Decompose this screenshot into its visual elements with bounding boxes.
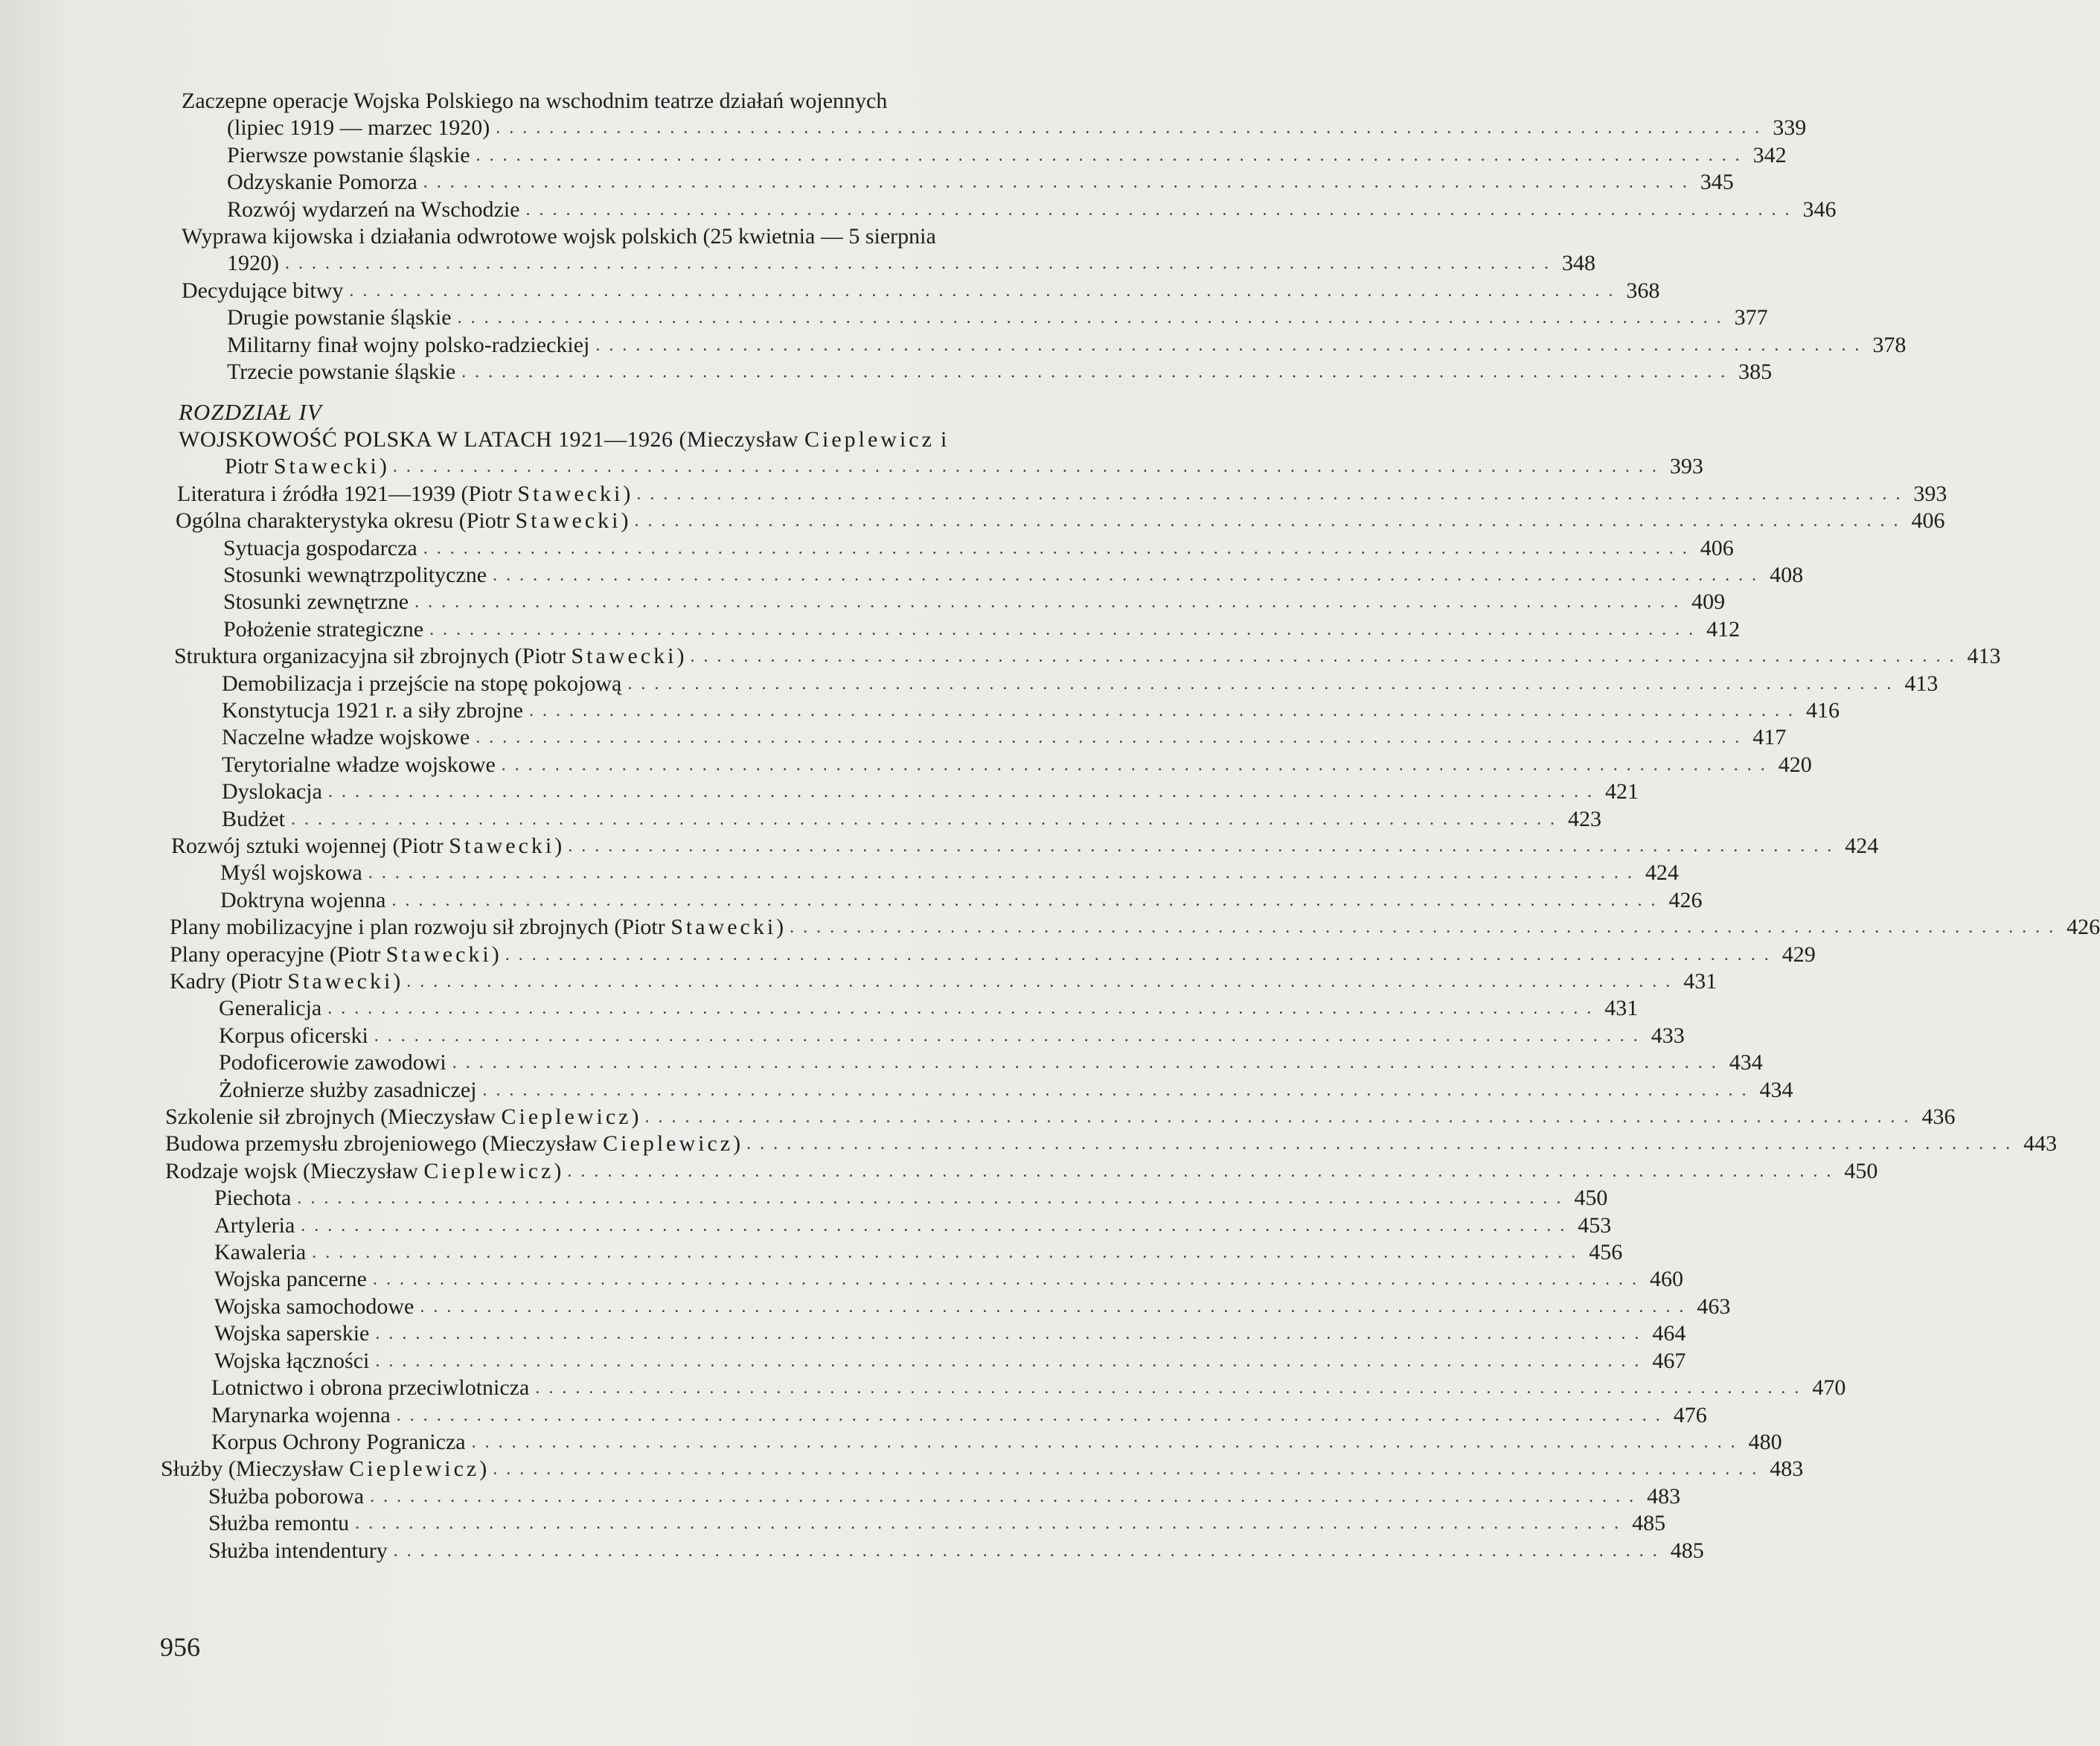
title-text: Podoficerowie zawodowi [219, 1050, 446, 1075]
toc-entry-title [220, 860, 362, 886]
dot-leader: . . . . . . . . . . . . . . . . . . . . . . . . . . . . . . . . . . . . . . . . . . . . . . . . . . . . . . . . . . . . . . . . . . . . . . . . . . . . . . . . . . . . . . . . . . . . . . . [634, 511, 1901, 531]
toc-entry [0, 752, 1812, 778]
toc-entry [0, 115, 1807, 141]
toc-page-number: 346 [1802, 196, 1837, 222]
dot-leader: . . . . . . . . . . . . . . . . . . . . . . . . . . . . . . . . . . . . . . . . . . . . . . . . . . . . . . . . . . . . . . . . . . . . . . . . . . . . . . . . . . . . . . . . . . . . . . . [370, 1486, 1636, 1506]
toc-entry [0, 1375, 1846, 1401]
toc-entry [0, 1293, 1731, 1320]
title-text: Rozwój sztuki wojennej (Piotr [171, 833, 449, 858]
title-text: Trzecie powstanie śląskie [227, 359, 456, 385]
title-text: Budżet [222, 806, 285, 831]
table-of-contents [0, 88, 2100, 1564]
toc-entry-title [182, 89, 887, 113]
dot-leader: . . . . . . . . . . . . . . . . . . . . . . . . . . . . . . . . . . . . . . . . . . . . . . . . . . . . . . . . . . . . . . . . . . . . . . . . . . . . . . . . . . . . . . . . . . . . . . . [396, 1405, 1662, 1425]
toc-entry [0, 1266, 1683, 1293]
title-text: Terytorialne władze wojskowe [222, 752, 496, 777]
title-text: Ogólna charakterystyka okresu (Piotr [176, 508, 516, 534]
dot-leader: . . . . . . . . . . . . . . . . . . . . . . . . . . . . . . . . . . . . . . . . . . . . . . . . . . . . . . . . . . . . . . . . . . . . . . . . . . . . . . . . . . . . . . . . . . . . . . . [423, 538, 1689, 558]
toc-page-number: 342 [1752, 142, 1787, 167]
toc-entry-title [219, 1077, 477, 1104]
title-text: Drugie powstanie śląskie [227, 305, 452, 330]
toc-entry-title [222, 752, 496, 778]
toc-entry [0, 1402, 1707, 1429]
toc-entry-title [227, 196, 519, 223]
toc-page-number: 453 [1578, 1212, 1612, 1238]
title-text: Pierwsze powstanie śląskie [227, 142, 470, 167]
toc-entry [0, 1212, 1612, 1239]
title-text: Kadry (Piotr [170, 969, 288, 994]
toc-entry-title [227, 250, 279, 277]
toc-entry [0, 1538, 1704, 1564]
author-name: Cieplewicz [804, 426, 935, 452]
dot-leader: . . . . . . . . . . . . . . . . . . . . . . . . . . . . . . . . . . . . . . . . . . . . . . . . . . . . . . . . . . . . . . . . . . . . . . . . . . . . . . . . . . . . . . . . . . . . . . . [392, 457, 1659, 477]
dot-leader: . . . . . . . . . . . . . . . . . . . . . . . . . . . . . . . . . . . . . . . . . . . . . . . . . . . . . . . . . . . . . . . . . . . . . . . . . . . . . . . . . . . . . . . . . . . . . . . [528, 700, 1795, 720]
dot-leader: . . . . . . . . . . . . . . . . . . . . . . . . . . . . . . . . . . . . . . . . . . . . . . . . . . . . . . . . . . . . . . . . . . . . . . . . . . . . . . . . . . . . . . . . . . . . . . . [636, 484, 1903, 504]
toc-entry-title [214, 1185, 291, 1212]
toc-entry-title [176, 508, 629, 534]
toc-entry [0, 508, 1945, 534]
toc-page-number: 431 [1604, 996, 1639, 1021]
title-text: Położenie strategiczne [223, 616, 424, 642]
toc-entry [0, 643, 2001, 670]
title-text: ) [479, 1456, 487, 1482]
toc-entry [0, 589, 1726, 615]
toc-page-number: 408 [1770, 562, 1804, 587]
dot-leader: . . . . . . . . . . . . . . . . . . . . . . . . . . . . . . . . . . . . . . . . . . . . . . . . . . . . . . . . . . . . . . . . . . . . . . . . . . . . . . . . . . . . . . . . . . . . . . . [452, 1053, 1718, 1073]
dot-leader: . . . . . . . . . . . . . . . . . . . . . . . . . . . . . . . . . . . . . . . . . . . . . . . . . . . . . . . . . . . . . . . . . . . . . . . . . . . . . . . . . . . . . . . . . . . . . . . [493, 565, 1759, 585]
dot-leader: . . . . . . . . . . . . . . . . . . . . . . . . . . . . . . . . . . . . . . . . . . . . . . . . . . . . . . . . . . . . . . . . . . . . . . . . . . . . . . . . . . . . . . . . . . . . . . . [595, 335, 1862, 355]
dot-leader: . . . . . . . . . . . . . . . . . . . . . . . . . . . . . . . . . . . . . . . . . . . . . . . . . . . . . . . . . . . . . . . . . . . . . . . . . . . . . . . . . . . . . . . . . . . . . . . [644, 1107, 1911, 1128]
toc-page-number: 339 [1773, 115, 1807, 141]
toc-entry-title [223, 589, 409, 615]
title-text: Plany mobilizacyjne i plan rozwoju sił zbrojnych (Piotr [170, 915, 671, 940]
toc-entry [0, 535, 1734, 562]
title-text: Piotr [225, 454, 274, 479]
title-text: (lipiec 1919 — marzec 1920) [227, 115, 490, 141]
toc-entry-title [227, 115, 490, 141]
dot-leader: . . . . . . . . . . . . . . . . . . . . . . . . . . . . . . . . . . . . . . . . . . . . . . . . . . . . . . . . . . . . . . . . . . . . . . . . . . . . . . . . . . . . . . . . . . . . . . . [375, 1324, 1642, 1344]
toc-entry [0, 1077, 1793, 1104]
title-text: Decydujące bitwy [182, 278, 344, 303]
dot-leader: . . . . . . . . . . . . . . . . . . . . . . . . . . . . . . . . . . . . . . . . . . . . . . . . . . . . . . . . . . . . . . . . . . . . . . . . . . . . . . . . . . . . . . . . . . . . . . . [406, 972, 1673, 991]
toc-entry [0, 223, 1191, 250]
toc-entry [0, 332, 1907, 359]
title-text: Piechota [214, 1186, 292, 1211]
title-text: ) [733, 1131, 741, 1157]
dot-leader: . . . . . . . . . . . . . . . . . . . . . . . . . . . . . . . . . . . . . . . . . . . . . . . . . . . . . . . . . . . . . . . . . . . . . . . . . . . . . . . . . . . . . . . . . . . . . . . [375, 1351, 1642, 1371]
toc-page-number: 436 [1921, 1104, 1956, 1130]
title-text: i [934, 426, 947, 452]
toc-entry-title [227, 142, 470, 169]
title-text: Literatura i źródła 1921—1939 (Piotr [177, 481, 518, 506]
toc-page-number: 416 [1805, 697, 1840, 723]
toc-page-number: 377 [1734, 305, 1768, 330]
toc-entry [0, 1320, 1686, 1347]
toc-entry-title [179, 399, 322, 425]
toc-entry [0, 453, 1703, 480]
author-name: Cieplewicz [501, 1104, 632, 1130]
author-name: Stawecki [273, 454, 380, 479]
title-text: ) [491, 941, 499, 967]
title-text: ) [623, 481, 631, 506]
title-text: Doktryna wojenna [220, 887, 386, 912]
dot-leader: . . . . . . . . . . . . . . . . . . . . . . . . . . . . . . . . . . . . . . . . . . . . . . . . . . . . . . . . . . . . . . . . . . . . . . . . . . . . . . . . . . . . . . . . . . . . . . . [496, 118, 1762, 138]
toc-entry-title [211, 1402, 391, 1429]
title-text: WOJSKOWOŚĆ POLSKA W LATACH 1921—1926 (Mieczysław [179, 426, 804, 452]
toc-entry-title [211, 1429, 466, 1456]
toc-entry-title [222, 806, 285, 833]
toc-page-number: 434 [1729, 1050, 1763, 1075]
toc-page-number: 480 [1748, 1429, 1782, 1454]
title-text: Odzyskanie Pomorza [227, 170, 417, 195]
toc-entry-title [211, 1375, 529, 1401]
toc-entry-title [222, 778, 322, 805]
toc-entry-title [225, 453, 387, 480]
title-text: Korpus oficerski [219, 1023, 368, 1048]
toc-page-number: 406 [1911, 508, 1945, 534]
author-name: Cieplewicz [349, 1456, 480, 1482]
dot-leader: . . . . . . . . . . . . . . . . . . . . . . . . . . . . . . . . . . . . . . . . . . . . . . . . . . . . . . . . . . . . . . . . . . . . . . . . . . . . . . . . . . . . . . . . . . . . . . . [690, 647, 1956, 667]
title-text: Demobilizacja i przejście na stopę pokojową [222, 671, 622, 696]
toc-page-number: 393 [1669, 454, 1703, 479]
toc-entry-title [223, 535, 417, 562]
title-text: Dyslokacja [222, 779, 322, 805]
toc-entry [0, 169, 1734, 196]
dot-leader: . . . . . . . . . . . . . . . . . . . . . . . . . . . . . . . . . . . . . . . . . . . . . . . . . . . . . . . . . . . . . . . . . . . . . . . . . . . . . . . . . . . . . . . . . . . . . . . [297, 1189, 1563, 1209]
toc-page-number: 476 [1673, 1402, 1707, 1427]
title-text: Wojska pancerne [214, 1267, 367, 1292]
toc-page-number: 426 [2067, 915, 2100, 940]
dot-leader: . . . . . . . . . . . . . . . . . . . . . . . . . . . . . . . . . . . . . . . . . . . . . . . . . . . . . . . . . . . . . . . . . . . . . . . . . . . . . . . . . . . . . . . . . . . . . . . [373, 1270, 1639, 1290]
author-name: Stawecki [287, 969, 394, 994]
toc-page-number: 409 [1691, 589, 1726, 615]
dot-leader: . . . . . . . . . . . . . . . . . . . . . . . . . . . . . . . . . . . . . . . . . . . . . . . . . . . . . . . . . . . . . . . . . . . . . . . . . . . . . . . . . . . . . . . . . . . . . . . [627, 674, 1894, 694]
toc-page-number: 485 [1670, 1538, 1704, 1563]
toc-entry [0, 724, 1787, 751]
author-name: Stawecki [670, 915, 777, 940]
toc-entry [0, 196, 1837, 223]
title-text: Służba remontu [208, 1511, 350, 1536]
toc-entry-title [179, 427, 947, 452]
toc-page-number: 434 [1759, 1077, 1793, 1102]
dot-leader: . . . . . . . . . . . . . . . . . . . . . . . . . . . . . . . . . . . . . . . . . . . . . . . . . . . . . . . . . . . . . . . . . . . . . . . . . . . . . . . . . . . . . . . . . . . . . . . [355, 1514, 1622, 1534]
toc-entry [0, 399, 1191, 426]
toc-entry [0, 1185, 1608, 1212]
toc-page-number: 423 [1567, 806, 1601, 831]
toc-entry [0, 278, 1660, 304]
toc-page-number: 450 [1844, 1158, 1878, 1183]
dot-leader: . . . . . . . . . . . . . . . . . . . . . . . . . . . . . . . . . . . . . . . . . . . . . . . . . . . . . . . . . . . . . . . . . . . . . . . . . . . . . . . . . . . . . . . . . . . . . . . [505, 944, 1771, 965]
toc-entry-title [227, 332, 589, 359]
toc-entry [0, 250, 1595, 277]
toc-page-number: 385 [1738, 359, 1773, 385]
toc-entry [0, 1348, 1686, 1375]
toc-page-number: 345 [1700, 170, 1734, 195]
toc-entry [0, 941, 1816, 968]
title-text: Korpus Ochrony Pogranicza [211, 1429, 466, 1454]
toc-page-number: 483 [1770, 1456, 1804, 1482]
toc-entry [0, 88, 1191, 115]
dot-leader: . . . . . . . . . . . . . . . . . . . . . . . . . . . . . . . . . . . . . . . . . . . . . . . . . . . . . . . . . . . . . . . . . . . . . . . . . . . . . . . . . . . . . . . . . . . . . . . [414, 592, 1681, 613]
title-text: Zaczepne operacje Wojska Polskiego na wschodnim teatrze działań wojennych [182, 89, 888, 113]
title-text: ) [379, 454, 387, 479]
title-text: Myśl wojskowa [220, 860, 362, 886]
title-text: Artyleria [214, 1212, 295, 1238]
title-text: Lotnictwo i obrona przeciwlotnicza [211, 1375, 530, 1401]
toc-entry [0, 1049, 1763, 1076]
toc-page-number: 424 [1645, 860, 1679, 886]
toc-entry-title [182, 278, 343, 304]
title-text: Konstytucja 1921 r. a siły zbrojne [222, 697, 523, 723]
title-text: ) [393, 969, 401, 994]
title-text: Plany operacyjne (Piotr [170, 941, 386, 967]
title-text: Stosunki wewnątrzpolityczne [223, 562, 487, 587]
toc-entry-title [208, 1510, 349, 1537]
toc-entry-title [165, 1104, 639, 1131]
title-text: Militarny finał wojny polsko-radzieckiej [227, 332, 590, 357]
toc-page-number: 467 [1652, 1348, 1686, 1373]
dot-leader: . . . . . . . . . . . . . . . . . . . . . . . . . . . . . . . . . . . . . . . . . . . . . . . . . . . . . . . . . . . . . . . . . . . . . . . . . . . . . . . . . . . . . . . . . . . . . . . [368, 863, 1634, 883]
dot-leader: . . . . . . . . . . . . . . . . . . . . . . . . . . . . . . . . . . . . . . . . . . . . . . . . . . . . . . . . . . . . . . . . . . . . . . . . . . . . . . . . . . . . . . . . . . . . . . . [482, 1080, 1749, 1100]
dot-leader: . . . . . . . . . . . . . . . . . . . . . . . . . . . . . . . . . . . . . . . . . . . . . . . . . . . . . . . . . . . . . . . . . . . . . . . . . . . . . . . . . . . . . . . . . . . . . . . [457, 308, 1723, 328]
toc-entry [0, 1104, 1956, 1131]
page-number: 956 [160, 1632, 200, 1662]
title-text: ) [554, 1158, 562, 1183]
author-name: Cieplewicz [423, 1158, 554, 1183]
toc-entry [0, 359, 1773, 386]
toc-entry [0, 887, 1703, 914]
title-text: Wojska łączności [214, 1348, 370, 1373]
toc-page-number: 421 [1604, 779, 1639, 805]
toc-page-number: 470 [1812, 1375, 1846, 1401]
toc-entry [0, 1483, 1681, 1510]
title-text: Kawaleria [214, 1240, 307, 1265]
toc-page-number: 378 [1872, 332, 1907, 357]
toc-entry-title [214, 1266, 367, 1293]
toc-page-number: 413 [1967, 644, 2001, 669]
toc-entry [0, 562, 1804, 589]
toc-entry [0, 481, 1947, 508]
toc-entry [0, 1023, 1685, 1049]
title-text: ) [554, 833, 563, 858]
toc-entry-title [220, 887, 385, 914]
dot-leader: . . . . . . . . . . . . . . . . . . . . . . . . . . . . . . . . . . . . . . . . . . . . . . . . . . . . . . . . . . . . . . . . . . . . . . . . . . . . . . . . . . . . . . . . . . . . . . . [312, 1243, 1578, 1263]
author-name: Stawecki [517, 481, 624, 506]
title-text: ) [631, 1104, 639, 1130]
toc-page-number: 450 [1574, 1186, 1608, 1211]
title-text: Generalicja [219, 996, 322, 1021]
toc-entry-title [223, 616, 423, 643]
dot-leader: . . . . . . . . . . . . . . . . . . . . . . . . . . . . . . . . . . . . . . . . . . . . . . . . . . . . . . . . . . . . . . . . . . . . . . . . . . . . . . . . . . . . . . . . . . . . . . . [535, 1378, 1802, 1398]
toc-entry-title [222, 724, 470, 751]
toc-entry [0, 304, 1768, 331]
toc-page-number: 406 [1700, 535, 1734, 560]
dot-leader: . . . . . . . . . . . . . . . . . . . . . . . . . . . . . . . . . . . . . . . . . . . . . . . . . . . . . . . . . . . . . . . . . . . . . . . . . . . . . . . . . . . . . . . . . . . . . . . [493, 1459, 1759, 1480]
author-name: Cieplewicz [603, 1131, 734, 1157]
title-text: Służba poborowa [208, 1483, 365, 1509]
title-text: Rozwój wydarzeń na Wschodzie [227, 196, 520, 222]
toc-entry [0, 142, 1787, 169]
toc-entry [0, 1239, 1623, 1266]
title-text: Służby (Mieczysław [161, 1456, 350, 1482]
toc-entry [0, 968, 1718, 995]
title-text: Szkolenie sił zbrojnych (Mieczysław [165, 1104, 502, 1130]
toc-page-number: 429 [1782, 941, 1816, 967]
toc-entry-title [177, 481, 630, 508]
toc-entry-title [208, 1483, 364, 1510]
toc-entry-title [208, 1538, 388, 1564]
toc-page-number: 433 [1651, 1023, 1685, 1048]
toc-entry-title [214, 1239, 306, 1266]
toc-entry [0, 914, 2100, 941]
toc-entry-title [165, 1158, 561, 1185]
dot-leader: . . . . . . . . . . . . . . . . . . . . . . . . . . . . . . . . . . . . . . . . . . . . . . . . . . . . . . . . . . . . . . . . . . . . . . . . . . . . . . . . . . . . . . . . . . . . . . . [285, 254, 1551, 274]
toc-page-number: 412 [1706, 616, 1741, 642]
toc-entry-title [182, 224, 936, 249]
toc-entry-title [227, 304, 452, 331]
title-text: Rodzaje wojsk (Mieczysław [165, 1158, 424, 1183]
toc-entry-title [219, 995, 321, 1022]
toc-entry [0, 1131, 2058, 1157]
toc-page-number: 485 [1632, 1511, 1666, 1536]
dot-leader: . . . . . . . . . . . . . . . . . . . . . . . . . . . . . . . . . . . . . . . . . . . . . . . . . . . . . . . . . . . . . . . . . . . . . . . . . . . . . . . . . . . . . . . . . . . . . . . [471, 1432, 1738, 1452]
toc-page-number: 424 [1845, 833, 1879, 858]
toc-entry-title [214, 1293, 414, 1320]
dot-leader: . . . . . . . . . . . . . . . . . . . . . . . . . . . . . . . . . . . . . . . . . . . . . . . . . . . . . . . . . . . . . . . . . . . . . . . . . . . . . . . . . . . . . . . . . . . . . . . [429, 619, 1696, 639]
dot-leader: . . . . . . . . . . . . . . . . . . . . . . . . . . . . . . . . . . . . . . . . . . . . . . . . . . . . . . . . . . . . . . . . . . . . . . . . . . . . . . . . . . . . . . . . . . . . . . . [525, 199, 1792, 220]
dot-leader: . . . . . . . . . . . . . . . . . . . . . . . . . . . . . . . . . . . . . . . . . . . . . . . . . . . . . . . . . . . . . . . . . . . . . . . . . . . . . . . . . . . . . . . . . . . . . . . [461, 362, 1728, 383]
dot-leader: . . . . . . . . . . . . . . . . . . . . . . . . . . . . . . . . . . . . . . . . . . . . . . . . . . . . . . . . . . . . . . . . . . . . . . . . . . . . . . . . . . . . . . . . . . . . . . . [327, 999, 1594, 1019]
title-text: Żołnierze służby zasadniczej [219, 1077, 477, 1102]
dot-leader: . . . . . . . . . . . . . . . . . . . . . . . . . . . . . . . . . . . . . . . . . . . . . . . . . . . . . . . . . . . . . . . . . . . . . . . . . . . . . . . . . . . . . . . . . . . . . . . [476, 145, 1742, 165]
title-text: ) [676, 644, 685, 669]
author-name: Stawecki [449, 833, 555, 858]
toc-page-number: 464 [1652, 1321, 1686, 1346]
toc-page-number: 426 [1668, 887, 1703, 912]
toc-entry-title [214, 1212, 295, 1239]
toc-entry-title [214, 1348, 369, 1375]
title-text: ROZDZIAŁ IV [179, 399, 322, 426]
dot-leader: . . . . . . . . . . . . . . . . . . . . . . . . . . . . . . . . . . . . . . . . . . . . . . . . . . . . . . . . . . . . . . . . . . . . . . . . . . . . . . . . . . . . . . . . . . . . . . . [567, 1161, 1834, 1181]
title-text: Wojska saperskie [214, 1321, 370, 1346]
dot-leader: . . . . . . . . . . . . . . . . . . . . . . . . . . . . . . . . . . . . . . . . . . . . . . . . . . . . . . . . . . . . . . . . . . . . . . . . . . . . . . . . . . . . . . . . . . . . . . . [476, 728, 1742, 748]
toc-page-number: 443 [2023, 1131, 2058, 1157]
toc-entry [0, 1456, 1804, 1483]
title-text: Służba intendentury [208, 1538, 388, 1563]
toc-entry-title [227, 169, 417, 196]
toc-entry [0, 833, 1879, 860]
toc-entry [0, 1158, 1878, 1185]
toc-entry-title [219, 1049, 446, 1076]
toc-entry-title [161, 1456, 487, 1483]
toc-entry [0, 697, 1840, 724]
toc-entry-title [219, 1023, 368, 1049]
dot-leader: . . . . . . . . . . . . . . . . . . . . . . . . . . . . . . . . . . . . . . . . . . . . . . . . . . . . . . . . . . . . . . . . . . . . . . . . . . . . . . . . . . . . . . . . . . . . . . . [301, 1215, 1567, 1235]
toc-page-number: 348 [1562, 251, 1595, 276]
toc-entry [0, 1510, 1666, 1537]
author-name: Stawecki [385, 941, 492, 967]
toc-entry-title [214, 1320, 369, 1347]
title-text: ) [621, 508, 629, 534]
author-name: Stawecki [571, 644, 677, 669]
title-text: Struktura organizacyjna sił zbrojnych (Piotr [174, 644, 572, 669]
toc-entry-title [171, 833, 562, 860]
title-text: Naczelne władze wojskowe [222, 725, 470, 750]
dot-leader: . . . . . . . . . . . . . . . . . . . . . . . . . . . . . . . . . . . . . . . . . . . . . . . . . . . . . . . . . . . . . . . . . . . . . . . . . . . . . . . . . . . . . . . . . . . . . . . [349, 281, 1616, 301]
toc-entry-title [170, 968, 400, 995]
toc-entry-title [165, 1131, 740, 1157]
toc-entry-title [227, 359, 455, 386]
toc-entry [0, 671, 1939, 697]
dot-leader: . . . . . . . . . . . . . . . . . . . . . . . . . . . . . . . . . . . . . . . . . . . . . . . . . . . . . . . . . . . . . . . . . . . . . . . . . . . . . . . . . . . . . . . . . . . . . . . [374, 1026, 1640, 1046]
title-text: 1920) [227, 251, 279, 276]
title-text: Budowa przemysłu zbrojeniowego (Mieczysław [165, 1131, 604, 1157]
title-text: Marynarka wojenna [211, 1402, 391, 1427]
toc-entry [0, 860, 1679, 886]
toc-page-number: 417 [1752, 725, 1787, 750]
toc-page-number: 368 [1626, 278, 1660, 303]
toc-page-number: 413 [1904, 671, 1939, 696]
toc-entry-title [174, 643, 684, 670]
dot-leader: . . . . . . . . . . . . . . . . . . . . . . . . . . . . . . . . . . . . . . . . . . . . . . . . . . . . . . . . . . . . . . . . . . . . . . . . . . . . . . . . . . . . . . . . . . . . . . . [393, 1541, 1659, 1561]
dot-leader: . . . . . . . . . . . . . . . . . . . . . . . . . . . . . . . . . . . . . . . . . . . . . . . . . . . . . . . . . . . . . . . . . . . . . . . . . . . . . . . . . . . . . . . . . . . . . . . [290, 809, 1557, 829]
title-text: ) [776, 915, 784, 940]
dot-leader: . . . . . . . . . . . . . . . . . . . . . . . . . . . . . . . . . . . . . . . . . . . . . . . . . . . . . . . . . . . . . . . . . . . . . . . . . . . . . . . . . . . . . . . . . . . . . . . [423, 173, 1689, 193]
dot-leader: . . . . . . . . . . . . . . . . . . . . . . . . . . . . . . . . . . . . . . . . . . . . . . . . . . . . . . . . . . . . . . . . . . . . . . . . . . . . . . . . . . . . . . . . . . . . . . . [327, 782, 1594, 802]
toc-page-number: 456 [1589, 1240, 1623, 1265]
dot-leader: . . . . . . . . . . . . . . . . . . . . . . . . . . . . . . . . . . . . . . . . . . . . . . . . . . . . . . . . . . . . . . . . . . . . . . . . . . . . . . . . . . . . . . . . . . . . . . . [391, 890, 1658, 910]
toc-entry [0, 995, 1639, 1022]
dot-leader: . . . . . . . . . . . . . . . . . . . . . . . . . . . . . . . . . . . . . . . . . . . . . . . . . . . . . . . . . . . . . . . . . . . . . . . . . . . . . . . . . . . . . . . . . . . . . . . [568, 836, 1834, 856]
toc-entry [0, 806, 1601, 833]
toc-entry-title [222, 697, 523, 724]
toc-entry [0, 778, 1639, 805]
title-text: Stosunki zewnętrzne [223, 589, 409, 615]
toc-page-number: 431 [1683, 969, 1718, 994]
toc-entry [0, 1429, 1782, 1456]
toc-entry-title [223, 562, 487, 589]
toc-page-number: 460 [1650, 1267, 1683, 1292]
toc-entry [0, 426, 1191, 453]
toc-entry [0, 616, 1741, 643]
title-text: Sytuacja gospodarcza [223, 535, 417, 560]
toc-entry-title [170, 941, 499, 968]
title-text: Wyprawa kijowska i działania odwrotowe wojsk polskich (25 kwietnia — 5 sierpnia [182, 224, 936, 249]
toc-entry-title [170, 914, 784, 941]
toc-page-number: 463 [1697, 1293, 1731, 1319]
toc-page-number: 393 [1913, 481, 1947, 506]
toc-page-number: 483 [1647, 1483, 1681, 1509]
dot-leader: . . . . . . . . . . . . . . . . . . . . . . . . . . . . . . . . . . . . . . . . . . . . . . . . . . . . . . . . . . . . . . . . . . . . . . . . . . . . . . . . . . . . . . . . . . . . . . . [790, 918, 2056, 938]
dot-leader: . . . . . . . . . . . . . . . . . . . . . . . . . . . . . . . . . . . . . . . . . . . . . . . . . . . . . . . . . . . . . . . . . . . . . . . . . . . . . . . . . . . . . . . . . . . . . . . [746, 1134, 2013, 1154]
title-text: Wojska samochodowe [214, 1293, 414, 1319]
toc-entry-title [222, 671, 621, 697]
dot-leader: . . . . . . . . . . . . . . . . . . . . . . . . . . . . . . . . . . . . . . . . . . . . . . . . . . . . . . . . . . . . . . . . . . . . . . . . . . . . . . . . . . . . . . . . . . . . . . . [501, 755, 1767, 775]
toc-page-number: 420 [1778, 752, 1812, 777]
author-name: Stawecki [515, 508, 621, 534]
dot-leader: . . . . . . . . . . . . . . . . . . . . . . . . . . . . . . . . . . . . . . . . . . . . . . . . . . . . . . . . . . . . . . . . . . . . . . . . . . . . . . . . . . . . . . . . . . . . . . . [420, 1296, 1686, 1317]
